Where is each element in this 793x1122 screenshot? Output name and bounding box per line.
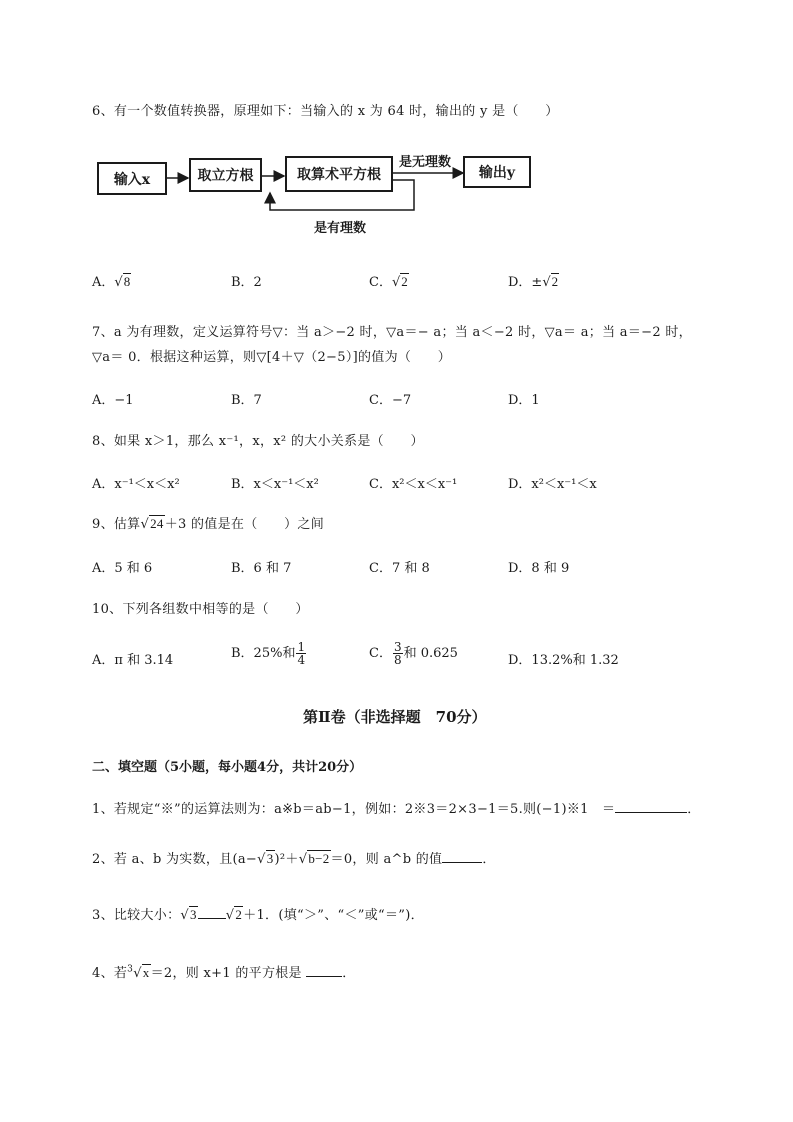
q9-option-d: D．8 和 9	[508, 561, 570, 576]
fill-question-2: 2、若 a、b 为实数，且(a−√3)²＋√b−2＝0，则 a^b 的值 ．	[92, 851, 496, 867]
question-8-stem: 8、如果 x＞1，那么 x⁻¹，x，x² 的大小关系是（ ）	[92, 434, 424, 449]
q7-option-d: D．1	[508, 393, 540, 408]
flow-cube-root-box: 取立方根	[189, 158, 262, 192]
q7-option-a: A．−1	[92, 393, 134, 408]
flow-sqrt-box: 取算术平方根	[285, 156, 393, 192]
q8-option-b: B．x＜x⁻¹＜x²	[231, 477, 319, 492]
flow-label-rational: 是有理数	[314, 221, 367, 236]
flow-output-box: 输出y	[463, 156, 531, 188]
question-10-stem: 10、下列各组数中相等的是（ ）	[92, 602, 309, 617]
fill-question-3: 3、比较大小：√3 √2＋1．(填“＞”、“＜”或“＝”)．	[92, 907, 424, 923]
answer-blank-4[interactable]	[306, 976, 342, 977]
question-7-line1: 7、a 为有理数，定义运算符号▽：当 a＞−2 时，▽a＝− a；当 a＜−2 时，▽a＝ a；当 a＝−2 时，	[92, 325, 692, 340]
q7-option-c: C．−7	[369, 393, 412, 408]
q6-option-a: A．√8	[92, 274, 131, 290]
q10-option-b: B．25%和 $\frac{1}{4}$	[231, 640, 306, 667]
question-7-line2: ▽a＝ 0．根据这种运算，则▽[4＋▽（2−5）]的值为（ ）	[92, 350, 452, 365]
q9-option-b: B．6 和 7	[231, 561, 292, 576]
q7-option-b: B．7	[231, 393, 262, 408]
q8-option-c: C．x²＜x＜x⁻¹	[369, 477, 458, 492]
fill-question-1: 1、若规定“※”的运算法则为：a※b＝ab−1，例如：2※3＝2×3−1＝5.则(−1)※1 ＝ ．	[92, 802, 701, 817]
flowchart	[0, 0, 793, 250]
q10-option-c: C． $\frac{3}{8}$ 和 0.625	[369, 640, 458, 667]
flow-input-box: 输入x	[97, 162, 167, 195]
question-9-stem: 9、估算√24＋3 的值是在（ ）之间	[92, 516, 324, 532]
q6-option-c: C．√2	[369, 274, 408, 290]
q10-option-a: A．π 和 3.14	[92, 653, 174, 668]
answer-blank-2[interactable]	[442, 862, 482, 863]
fill-question-4: 4、若$^3$√x＝2，则 x+1 的平方根是 ．	[92, 964, 356, 981]
flow-label-irrational: 是无理数	[399, 155, 452, 170]
question-6-stem: 6、有一个数值转换器，原理如下：当输入的 x 为 64 时，输出的 y 是（ ）	[92, 104, 559, 119]
q8-option-a: A．x⁻¹＜x＜x²	[92, 477, 180, 492]
answer-blank-1[interactable]	[615, 812, 687, 813]
section-fill-in-heading: 二、填空题（5小题，每小题4分，共计20分）	[92, 760, 363, 775]
q6-option-d: D．±√2	[508, 274, 559, 290]
q10-option-d: D．13.2%和 1.32	[508, 653, 619, 668]
q9-option-c: C．7 和 8	[369, 561, 430, 576]
q6-option-b: B．2	[231, 275, 262, 290]
q9-option-a: A．5 和 6	[92, 561, 153, 576]
part-2-title: 第Ⅱ卷（非选择题 70分）	[303, 708, 487, 726]
answer-blank-3[interactable]	[198, 918, 226, 919]
q8-option-d: D．x²＜x⁻¹＜x	[508, 477, 597, 492]
